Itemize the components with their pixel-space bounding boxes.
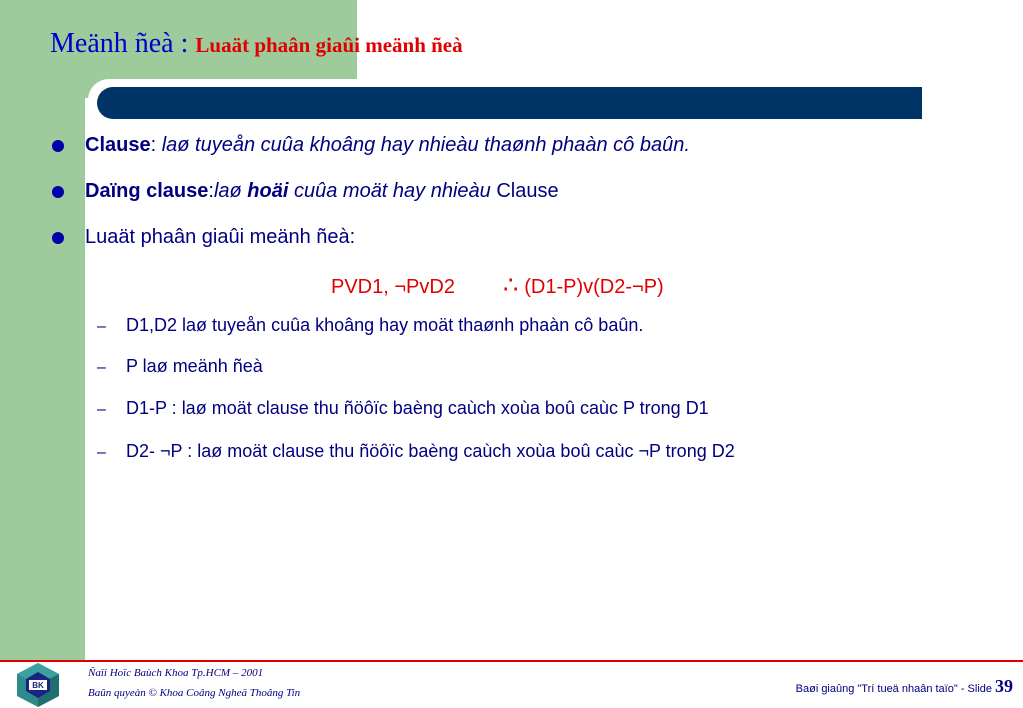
formula-premises: PVD1, ¬PvD2 <box>331 276 455 298</box>
bullet-dot-icon <box>52 140 64 152</box>
clause-form-sep: : <box>208 180 214 202</box>
resolution-formula <box>331 271 664 300</box>
bullet-clause-form <box>85 180 559 203</box>
bullet-dot-icon <box>52 186 64 198</box>
sub-item: D1-P : laø moät clause thu ñöôïc baèng caùch xoùa boû caùc P trong D1 <box>126 398 709 418</box>
sub-dash: – <box>97 318 106 335</box>
footer-course: Baøi giaûng "Trí tueä nhaân taïo" - Slide <box>795 683 992 695</box>
decorative-navy-bar <box>97 87 922 119</box>
formula-conclusion: (D1-P)v(D2-¬P) <box>524 276 664 298</box>
sub-dash: – <box>97 359 106 376</box>
university-logo <box>14 662 62 708</box>
clause-form-text-b: hoäi <box>247 180 289 202</box>
sub-item: D2- ¬P : laø moät clause thu ñöôïc baèng caùch xoùa boû caùc ¬P trong D2 <box>126 441 735 461</box>
left-green-band <box>0 0 85 660</box>
footer-copyright: Baûn quyeàn © Khoa Coâng Ngheä Thoâng Tin <box>88 687 301 699</box>
sub-item: D1,D2 laø tuyeån cuûa khoâng hay moät thaønh phaàn cô baûn. <box>126 315 644 335</box>
clause-form-text-c: cuûa moät hay nhieàu <box>288 180 497 202</box>
clause-form-text-d: Clause <box>496 180 559 202</box>
bullet-clause <box>85 134 690 157</box>
slide-title <box>50 28 463 60</box>
sub-dash: – <box>97 401 106 418</box>
clause-sep: : <box>150 134 162 156</box>
bullet-dot-icon <box>52 232 64 244</box>
sub-dash: – <box>97 444 106 461</box>
footer-university: Ñaïi Hoïc Baùch Khoa Tp.HCM – 2001 <box>88 667 264 679</box>
bullet-resolution-rule: Luaät phaân giaûi meänh ñeà: <box>85 226 356 248</box>
clause-form-term: Daïng clause <box>85 180 209 202</box>
footer-slide-label <box>796 676 1013 697</box>
footer-divider <box>0 660 1023 662</box>
title-subtitle: Luaät phaân giaûi meänh ñeà <box>195 33 463 57</box>
clause-form-text-a: laø <box>213 180 248 202</box>
slide-number: 39 <box>995 676 1013 696</box>
therefore-icon: ∴ <box>502 272 519 299</box>
logo-text: BK <box>32 681 44 690</box>
clause-term: Clause <box>85 134 151 156</box>
clause-definition: laø tuyeån cuûa khoâng hay nhieàu thaønh phaàn cô baûn. <box>161 134 690 156</box>
title-main: Meänh ñeà : <box>50 28 196 59</box>
sub-item: P laø meänh ñeà <box>126 356 263 376</box>
